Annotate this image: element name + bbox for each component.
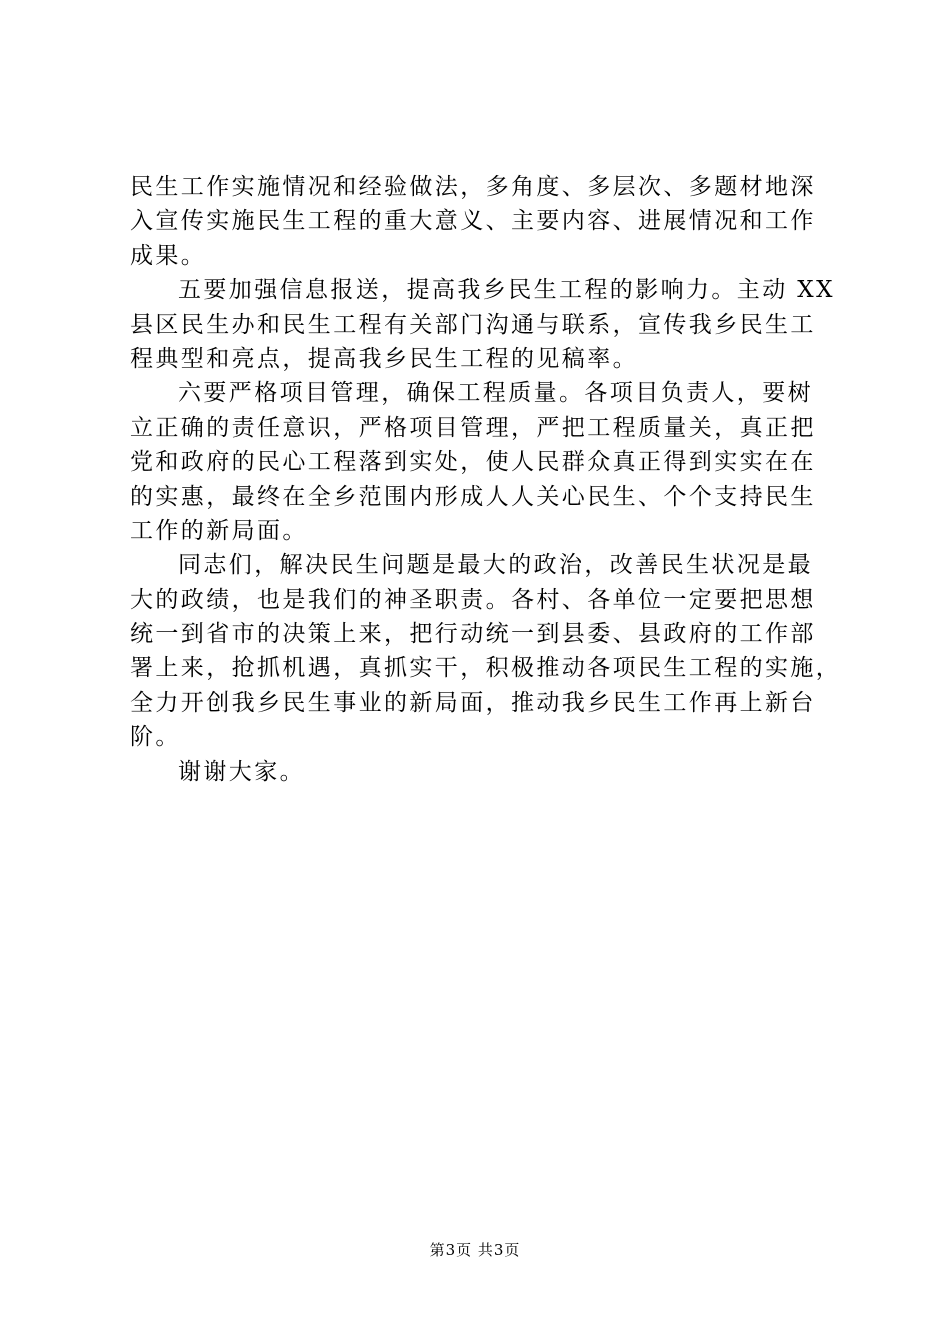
text-line: 统一到省市的决策上来，把行动统一到县委、县政府的工作部 [130, 621, 816, 648]
text-line: 全力开创我乡民生事业的新局面，推动我乡民生工作再上新台 [130, 689, 816, 716]
text-line: 大的政绩，也是我们的神圣职责。各村、各单位一定要把思想 [130, 586, 816, 613]
text-line: 署上来，抢抓机遇，真抓实干，积极推动各项民生工程的实施， [130, 655, 842, 682]
text-line: 成果。 [130, 242, 207, 269]
text-line: 县区民生办和民生工程有关部门沟通与联系，宣传我乡民生工 [130, 311, 816, 338]
text-line: 的实惠，最终在全乡范围内形成人人关心民生、个个支持民生 [130, 483, 816, 510]
paragraph-start-line: 六要严格项目管理，确保工程质量。各项目负责人，要树 [178, 380, 813, 407]
text-line: 党和政府的民心工程落到实处，使人民群众真正得到实实在在 [130, 449, 816, 476]
text-line: 立正确的责任意识，严格项目管理，严把工程质量关，真正把 [130, 414, 816, 441]
text-line: 程典型和亮点，提高我乡民生工程的见稿率。 [130, 345, 638, 372]
text-line: 阶。 [130, 724, 181, 751]
text-line: 入宣传实施民生工程的重大意义、主要内容、进展情况和工作 [130, 208, 816, 235]
text-line: 民生工作实施情况和经验做法，多角度、多层次、多题材地深 [130, 174, 816, 200]
paragraph-start-line: 五要加强信息报送，提高我乡民生工程的影响力。主动 XX [178, 277, 835, 304]
text-line: 工作的新局面。 [130, 517, 308, 544]
document-body [130, 170, 842, 789]
page-number-footer: 第3页 共3页 [429, 1241, 521, 1259]
closing-line: 谢谢大家。 [178, 758, 305, 785]
paragraph-start-line: 同志们，解决民生问题是最大的政治，改善民生状况是最 [178, 552, 813, 579]
